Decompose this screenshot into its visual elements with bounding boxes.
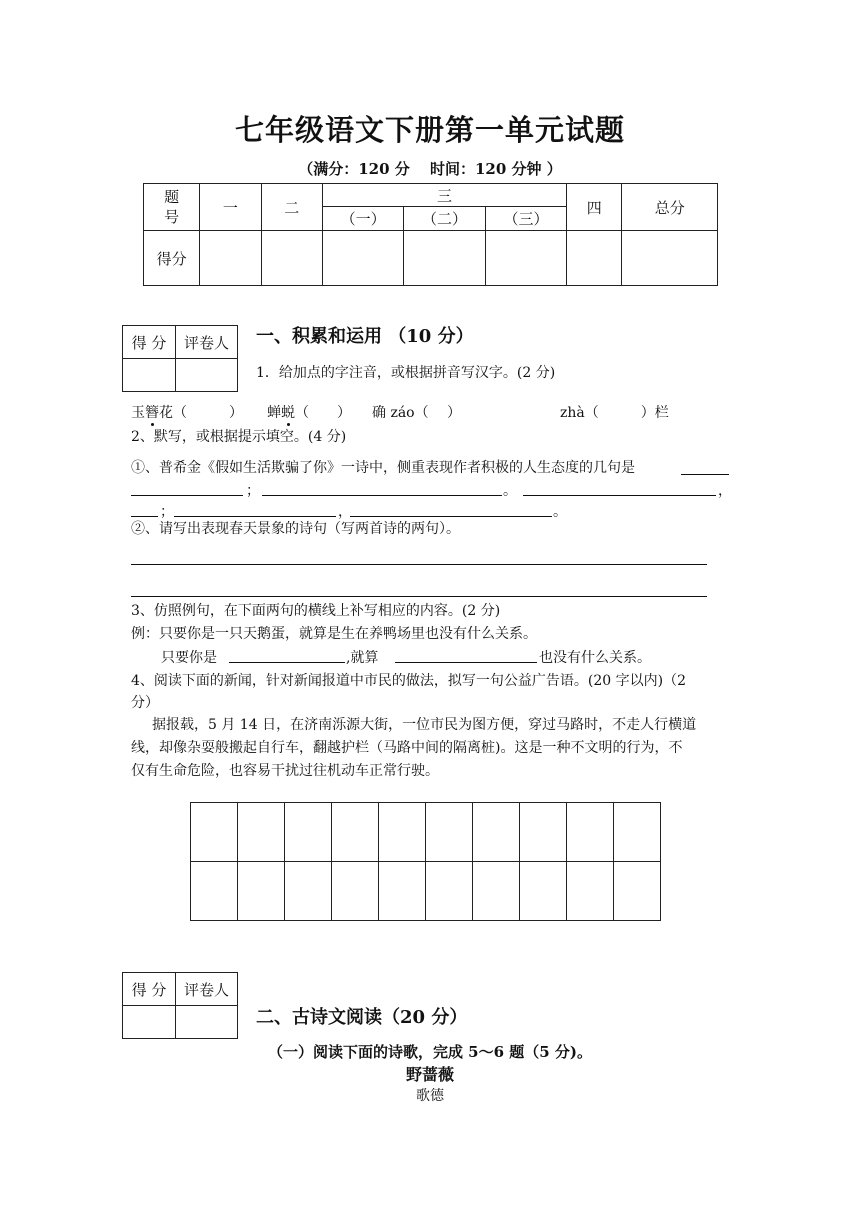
- q1-item-b: 蝉蜕（ ）: [267, 405, 351, 421]
- grader-box-1: [122, 325, 238, 392]
- grid-cell[interactable]: [426, 862, 473, 921]
- score-cell: [622, 231, 718, 286]
- score-cell: [322, 231, 403, 286]
- section2-subheading: （一）阅读下面的诗歌，完成 5～6 题（5 分)。: [267, 1043, 593, 1061]
- header-cell-3-3: （三）: [485, 207, 566, 231]
- score-cell: [567, 231, 622, 286]
- header-cell-3-2: （二）: [404, 207, 485, 231]
- grid-cell[interactable]: [379, 862, 426, 921]
- header-cell-3: 三: [322, 184, 566, 207]
- news-line: 据报载，5 月 14 日，在济南泺源大街，一位市民为图方便，穿过马路时，不走人行横道: [152, 717, 697, 733]
- answer-line[interactable]: [131, 596, 707, 597]
- answer-line[interactable]: [350, 516, 552, 517]
- answer-line[interactable]: [395, 662, 537, 663]
- grader-box-2: [122, 972, 238, 1039]
- answer-line[interactable]: [229, 662, 345, 663]
- q1-item-a: 玉簪花（ ）: [131, 405, 243, 421]
- answer-line[interactable]: [681, 474, 729, 475]
- punct: ，: [338, 504, 352, 520]
- section1-heading: 一、积累和运用 （10 分）: [256, 326, 474, 347]
- grid-cell[interactable]: [285, 862, 332, 921]
- punct: 。: [553, 504, 567, 520]
- grid-cell[interactable]: [426, 803, 473, 862]
- q2-text: 2、默写，或根据提示填空。(4 分): [131, 429, 347, 445]
- score-cell: [404, 231, 485, 286]
- grid-cell[interactable]: [567, 803, 614, 862]
- grid-cell[interactable]: [191, 862, 238, 921]
- answer-line[interactable]: [131, 495, 243, 496]
- grader-score-cell: [123, 1006, 176, 1039]
- grid-cell[interactable]: [567, 862, 614, 921]
- header-cell-2: 二: [261, 184, 322, 231]
- grader-name-label: 评卷人: [176, 326, 238, 359]
- answer-line[interactable]: [131, 516, 158, 517]
- header-cell-3-1: （一）: [322, 207, 403, 231]
- header-cell-label: 题 号: [144, 184, 200, 231]
- q1-item-d: zhà（ ）栏: [560, 405, 669, 421]
- grid-cell[interactable]: [191, 803, 238, 862]
- answer-line[interactable]: [262, 495, 502, 496]
- grid-cell[interactable]: [614, 862, 661, 921]
- q1-item-c: 确 záo（ ）: [372, 405, 462, 421]
- q2-2-text: ②、请写出表现春天景象的诗句（写两首诗的两句）。: [131, 521, 460, 537]
- punct: ，: [718, 483, 732, 499]
- poem-author: 歌德: [416, 1088, 444, 1104]
- grader-score-cell: [123, 359, 176, 392]
- score-row-label: 得分: [144, 231, 200, 286]
- grader-score-label: 得 分: [123, 326, 176, 359]
- header-cell-1: 一: [200, 184, 261, 231]
- score-table: [143, 183, 718, 286]
- header-cell-4: 四: [567, 184, 622, 231]
- grid-cell[interactable]: [379, 803, 426, 862]
- header-cell-total: 总分: [622, 184, 718, 231]
- q4-line1: 4、阅读下面的新闻，针对新闻报道中市民的做法，拟写一句公益广告语。(20 字以内)（2: [131, 673, 687, 689]
- grid-cell[interactable]: [238, 862, 285, 921]
- q3-text: 3、仿照例句，在下面两句的横线上补写相应的内容。(2 分): [131, 603, 501, 619]
- writing-grid[interactable]: [190, 802, 661, 921]
- q3-prompt-a: 只要你是: [161, 650, 217, 666]
- grid-cell[interactable]: [473, 803, 520, 862]
- score-cell: [261, 231, 322, 286]
- grader-score-label: 得 分: [123, 973, 176, 1006]
- answer-line[interactable]: [174, 516, 336, 517]
- score-cell: [485, 231, 566, 286]
- grid-cell[interactable]: [520, 862, 567, 921]
- punct: ；: [160, 504, 174, 520]
- q3-example: 例：只要你是一只天鹅蛋，就算是生在养鸭场里也没有什么关系。: [131, 626, 537, 642]
- grid-cell[interactable]: [332, 862, 379, 921]
- grid-cell[interactable]: [238, 803, 285, 862]
- grid-cell[interactable]: [614, 803, 661, 862]
- punct: ；: [246, 483, 260, 499]
- grid-cell[interactable]: [332, 803, 379, 862]
- news-line: 线，却像杂耍般搬起自行车，翻越护栏（马路中间的隔离桩)。这是一种不文明的行为，不: [131, 740, 683, 756]
- exam-info: （满分：120 分 时间：120 分钟 ）: [298, 160, 562, 178]
- score-cell: [200, 231, 261, 286]
- poem-title: 野蔷薇: [405, 1065, 454, 1084]
- news-line: 仅有生命危险，也容易干扰过往机动车正常行驶。: [131, 763, 439, 779]
- section2-heading: 二、古诗文阅读（20 分）: [256, 1007, 468, 1028]
- page-title: 七年级语文下册第一单元试题: [234, 113, 625, 147]
- grid-cell[interactable]: [285, 803, 332, 862]
- answer-line[interactable]: [523, 495, 716, 496]
- grid-cell[interactable]: [473, 862, 520, 921]
- punct: 。: [503, 483, 517, 499]
- grader-name-cell: [176, 359, 238, 392]
- q3-prompt-b: ,就算: [346, 650, 379, 666]
- grader-name-cell: [176, 1006, 238, 1039]
- grid-cell[interactable]: [520, 803, 567, 862]
- q2-1-text: ①、普希金《假如生活欺骗了你》一诗中，侧重表现作者积极的人生态度的几句是: [131, 460, 635, 476]
- q3-prompt-c: 也没有什么关系。: [539, 650, 651, 666]
- q1-text: 1．给加点的字注音，或根据拼音写汉字。(2 分): [256, 365, 556, 381]
- q4-line2: 分）: [131, 695, 159, 711]
- answer-line[interactable]: [131, 564, 707, 565]
- grader-name-label: 评卷人: [176, 973, 238, 1006]
